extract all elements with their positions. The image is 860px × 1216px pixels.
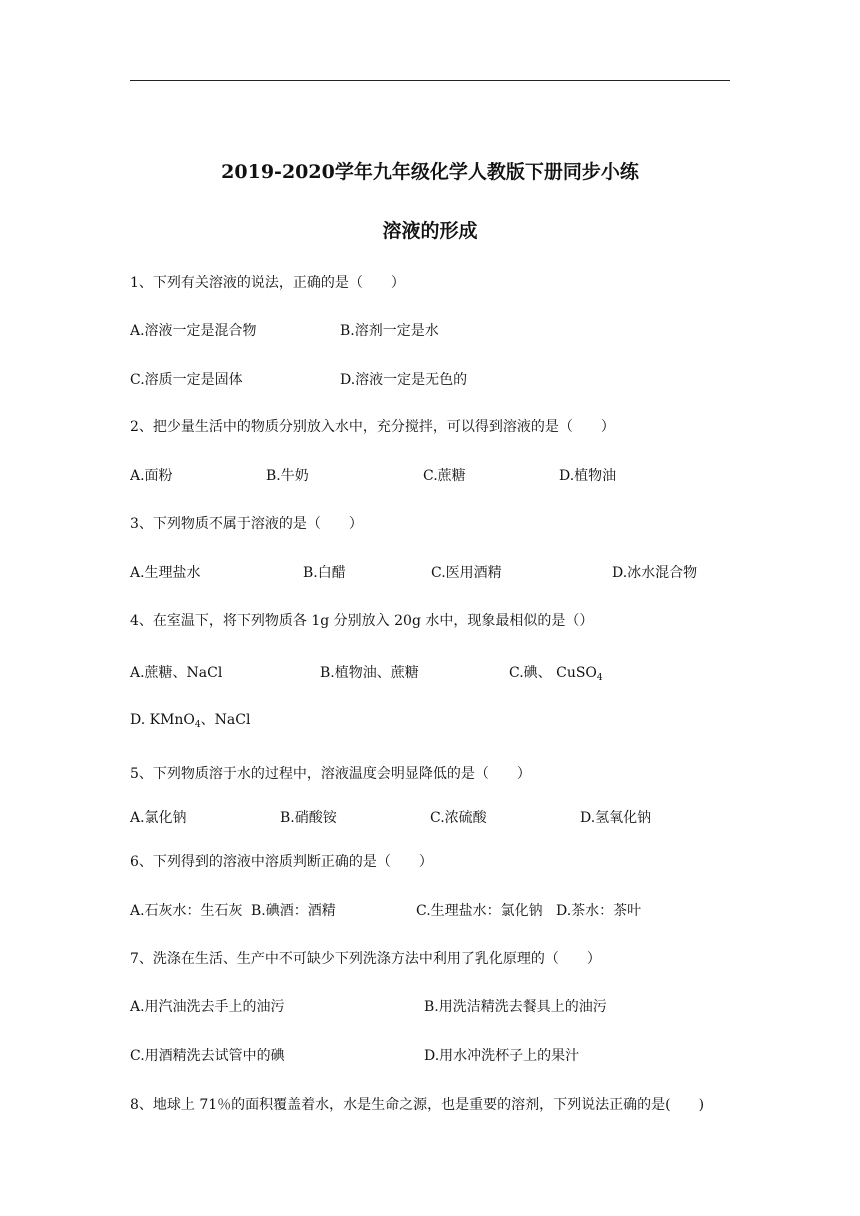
header-rule <box>130 80 730 81</box>
question-4-option-d <box>130 709 250 730</box>
question-7-option-d: D.用水冲洗杯子上的果汁 <box>424 1048 580 1064</box>
question-6-option-d: D.茶水：茶叶 <box>556 903 642 919</box>
question-3-option-d: D.冰水混合物 <box>612 565 698 581</box>
question-5-option-c: C.浓硫酸 <box>430 810 487 826</box>
question-6-option-a: A.石灰水：生石灰 <box>130 903 243 919</box>
question-7-option-a: A.用汽油洗去手上的油污 <box>130 999 285 1015</box>
question-3-option-a: A.生理盐水 <box>130 565 201 581</box>
question-4-stem: 4、在室温下，将下列物质各 1g 分别放入 20g 水中，现象最相似的是（） <box>130 613 594 629</box>
question-1-stem: 1、下列有关溶液的说法，正确的是（ ） <box>130 275 405 291</box>
question-4-option-a: A.蔗糖、NaCl <box>130 665 223 681</box>
question-6-option-c: C.生理盐水：氯化钠 <box>416 903 543 919</box>
question-5-option-d: D.氢氧化钠 <box>580 810 652 826</box>
question-3-option-b: B.白醋 <box>303 565 346 581</box>
question-3-option-c: C.医用酒精 <box>431 565 502 581</box>
question-3-stem: 3、下列物质不属于溶液的是（ ） <box>130 516 363 532</box>
question-7-stem: 7、洗涤在生活、生产中不可缺少下列洗涤方法中利用了乳化原理的（ ） <box>130 951 601 967</box>
question-2-option-a: A.面粉 <box>130 468 173 484</box>
question-4-option-b: B.植物油、蔗糖 <box>320 665 419 681</box>
question-4-option-c-subscript: 4 <box>596 673 603 683</box>
question-2-option-b: B.牛奶 <box>266 468 309 484</box>
question-8-stem: 8、地球上 71％的面积覆盖着水，水是生命之源，也是重要的溶剂，下列说法正确的是( ) <box>130 1097 705 1113</box>
question-4-option-c <box>509 662 603 683</box>
question-4-option-d-text: D. KMnO <box>130 712 195 728</box>
question-2-stem: 2、把少量生活中的物质分别放入水中，充分搅拌，可以得到溶液的是（ ） <box>130 419 615 435</box>
question-1-option-b: B.溶剂一定是水 <box>340 323 439 339</box>
question-1-option-d: D.溶液一定是无色的 <box>340 372 468 388</box>
question-4-option-d-subscript: 4 <box>194 720 201 730</box>
question-7-option-c: C.用酒精洗去试管中的碘 <box>130 1048 285 1064</box>
question-6-stem: 6、下列得到的溶液中溶质判断正确的是（ ） <box>130 854 433 870</box>
question-1-option-a: A.溶液一定是混合物 <box>130 323 257 339</box>
question-5-stem: 5、下列物质溶于水的过程中，溶液温度会明显降低的是（ ） <box>130 766 531 782</box>
question-2-option-c: C.蔗糖 <box>423 468 466 484</box>
document-subtitle: 溶液的形成 <box>382 220 478 242</box>
document-title: 2019-2020学年九年级化学人教版下册同步小练 <box>221 161 639 183</box>
question-1-option-c: C.溶质一定是固体 <box>130 372 243 388</box>
question-4-option-c-text: C.碘、 CuSO <box>509 665 597 681</box>
question-5-option-b: B.硝酸铵 <box>280 810 337 826</box>
question-2-option-d: D.植物油 <box>559 468 617 484</box>
question-5-option-a: A.氯化钠 <box>130 810 187 826</box>
question-6-option-b: B.碘酒：酒精 <box>251 903 336 919</box>
question-4-option-d-tail: 、NaCl <box>200 712 251 728</box>
question-7-option-b: B.用洗洁精洗去餐具上的油污 <box>424 999 607 1015</box>
